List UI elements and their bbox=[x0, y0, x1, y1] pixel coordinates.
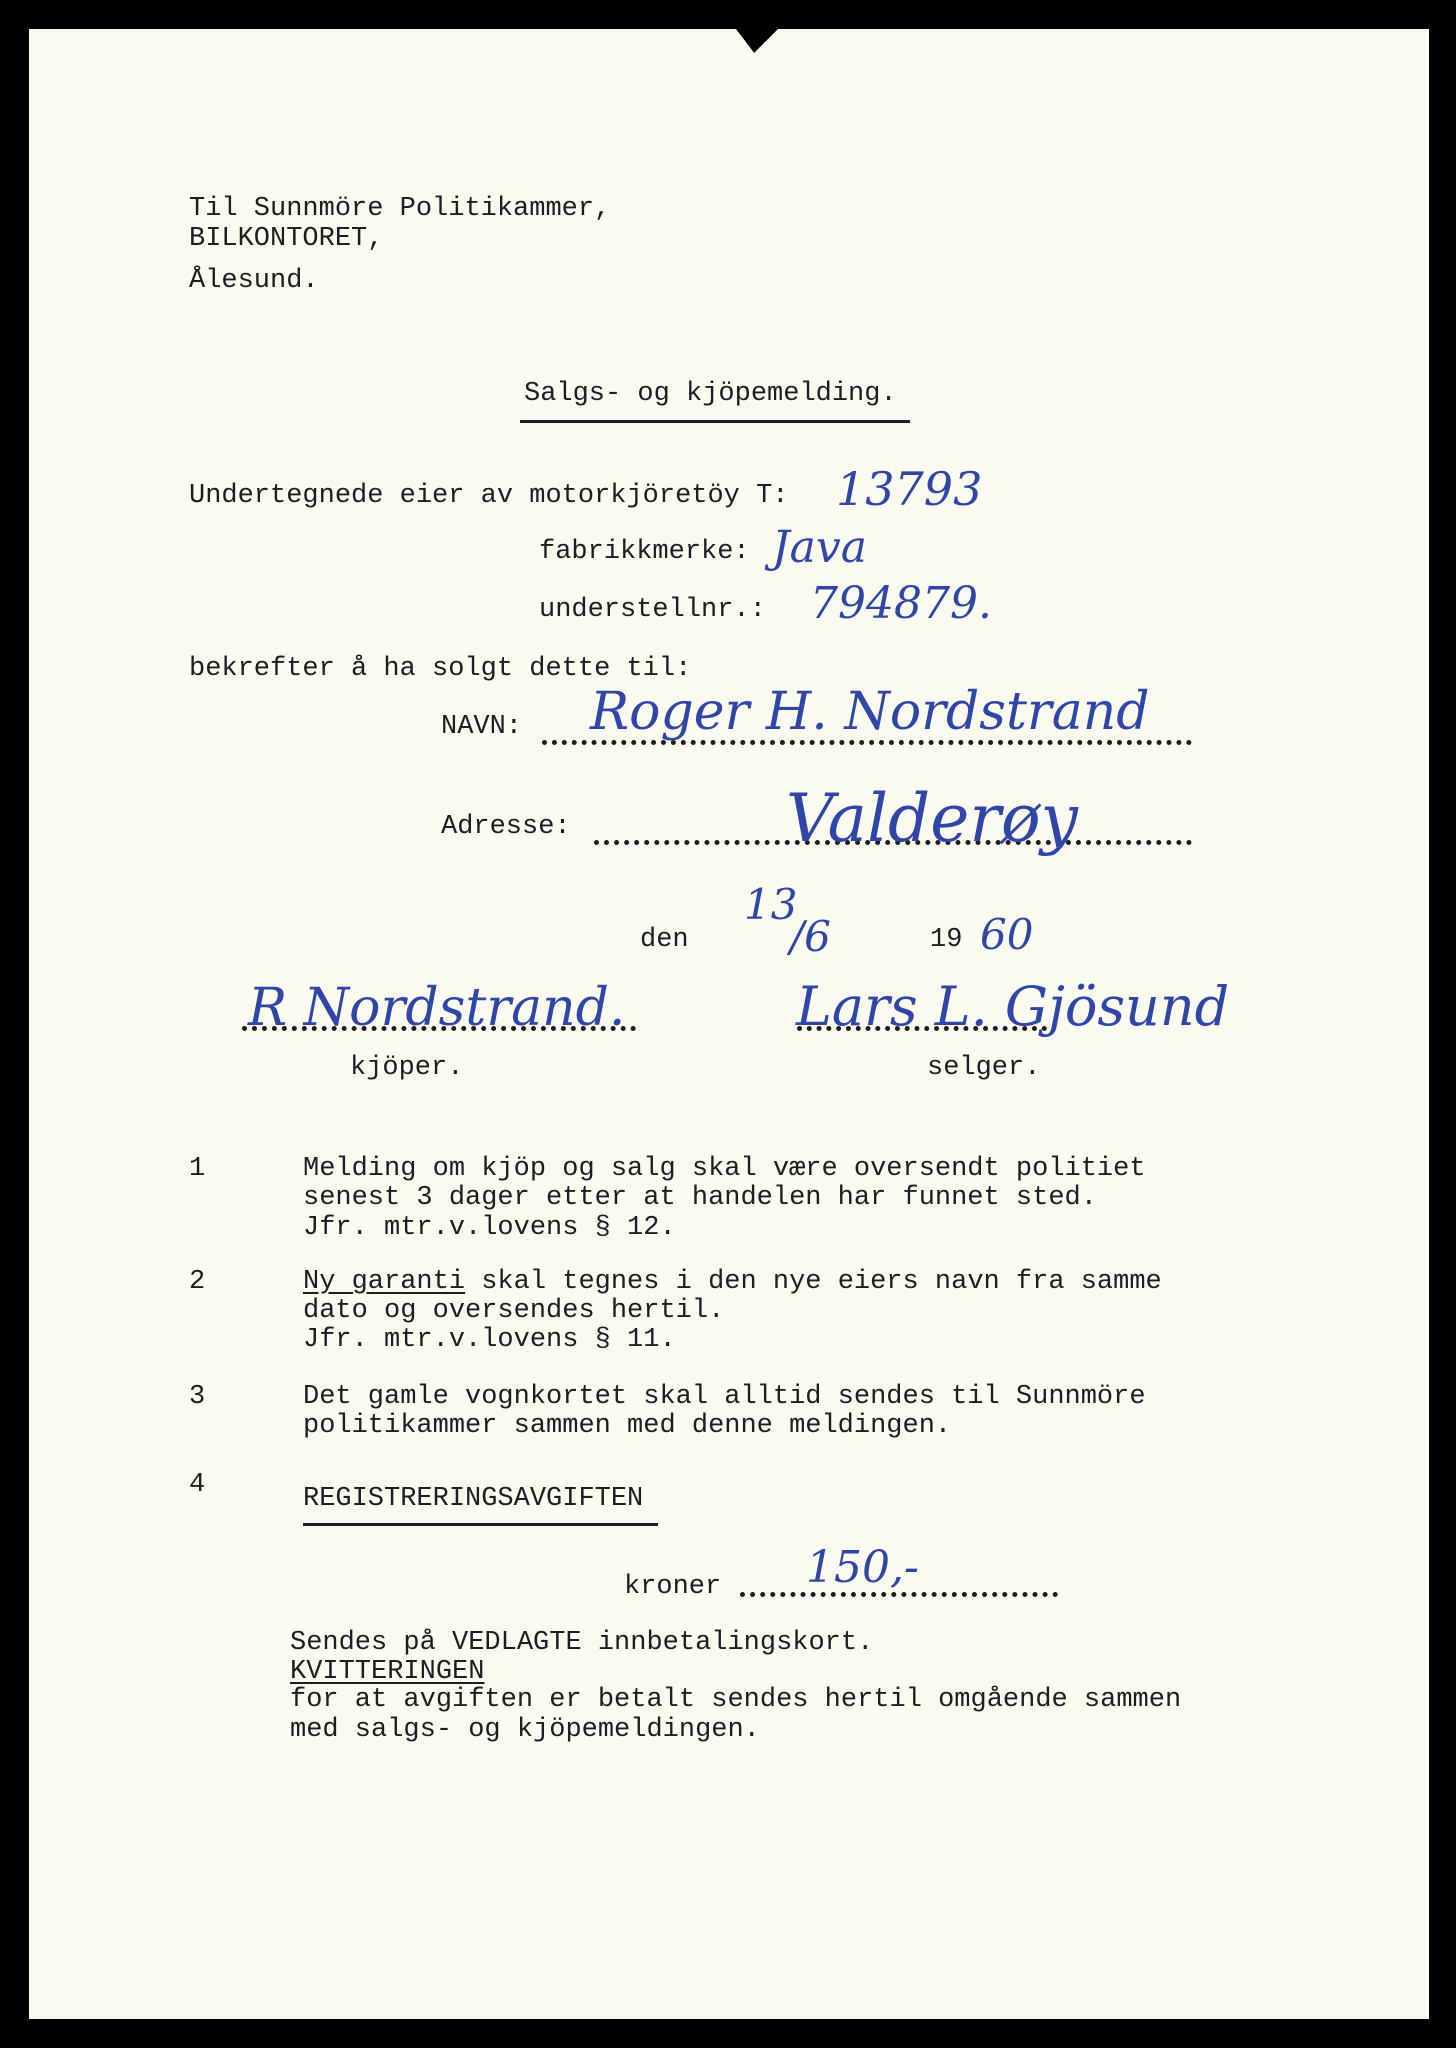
buyer-signature: R Nordstrand. bbox=[248, 978, 626, 1038]
seller-label: selger. bbox=[927, 1053, 1041, 1083]
recipient-line-1: Til Sunnmöre Politikammer, bbox=[189, 194, 611, 224]
chassis-label: understellnr.: bbox=[539, 595, 766, 625]
note-1-line-2: senest 3 dager etter at handelen har funnet sted. bbox=[303, 1183, 1097, 1213]
recipient-line-3: Ålesund. bbox=[189, 266, 319, 296]
make-handwritten: Java bbox=[772, 522, 867, 573]
note-2-line-1 bbox=[303, 1268, 1162, 1297]
fee-line-4: med salgs- og kjöpemeldingen. bbox=[290, 1715, 760, 1745]
note-2-line-2: dato og oversendes hertil. bbox=[303, 1296, 725, 1326]
confirm-label: bekrefter å ha solgt dette til: bbox=[189, 654, 692, 684]
make-label: fabrikkmerke: bbox=[539, 537, 750, 567]
title-underline bbox=[520, 420, 910, 423]
owner-label: Undertegnede eier av motorkjöretöy T: bbox=[189, 481, 789, 511]
address-label: Adresse: bbox=[441, 812, 571, 842]
chassis-handwritten: 794879. bbox=[810, 578, 992, 629]
recipient-line-2: BILKONTORET, bbox=[189, 224, 384, 254]
reg-no-handwritten: 13793 bbox=[836, 462, 983, 516]
address-handwritten: Valderøy bbox=[786, 780, 1078, 857]
seller-signature: Lars L. Gjösund bbox=[796, 975, 1230, 1038]
buyer-label: kjöper. bbox=[350, 1053, 464, 1083]
buyer-name-handwritten: Roger H. Nordstrand bbox=[590, 682, 1150, 742]
note-3-line-1: Det gamle vognkortet skal alltid sendes til Sunnmöre bbox=[303, 1382, 1146, 1412]
date-label: den bbox=[640, 925, 689, 955]
date-day: 13 bbox=[744, 880, 798, 929]
note-number-3: 3 bbox=[189, 1382, 206, 1412]
fee-line-3: for at avgiften er betalt sendes hertil omgående sammen bbox=[290, 1685, 1182, 1715]
receipt-heading: KVITTERINGEN bbox=[290, 1657, 485, 1687]
fee-heading: REGISTRERINGSAVGIFTEN bbox=[303, 1484, 644, 1514]
date-month: /6 bbox=[790, 912, 831, 961]
note-2-underlined: Ny garanti bbox=[303, 1267, 466, 1297]
year-prefix: 19 bbox=[930, 925, 963, 955]
name-label: NAVN: bbox=[441, 712, 523, 742]
note-number-4: 4 bbox=[189, 1470, 206, 1500]
note-1-line-1: Melding om kjöp og salg skal være oversendt politiet bbox=[303, 1154, 1146, 1184]
note-2-line-3: Jfr. mtr.v.lovens § 11. bbox=[303, 1325, 676, 1355]
amount-handwritten: 150,- bbox=[806, 1542, 919, 1593]
note-3-line-2: politikammer sammen med denne meldingen. bbox=[303, 1411, 952, 1441]
fee-heading-underline bbox=[303, 1523, 658, 1526]
note-number-1: 1 bbox=[189, 1154, 206, 1184]
year-suffix: 60 bbox=[980, 910, 1034, 959]
page-title: Salgs- og kjöpemelding. bbox=[524, 379, 897, 409]
fee-line-1: Sendes på VEDLAGTE innbetalingskort. bbox=[290, 1628, 874, 1658]
kroner-label: kroner bbox=[624, 1572, 722, 1602]
note-number-2: 2 bbox=[189, 1267, 206, 1297]
note-2-line-1-rest: skal tegnes i den nye eiers navn fra samme bbox=[465, 1267, 1162, 1297]
note-1-line-3: Jfr. mtr.v.lovens § 12. bbox=[303, 1213, 676, 1243]
